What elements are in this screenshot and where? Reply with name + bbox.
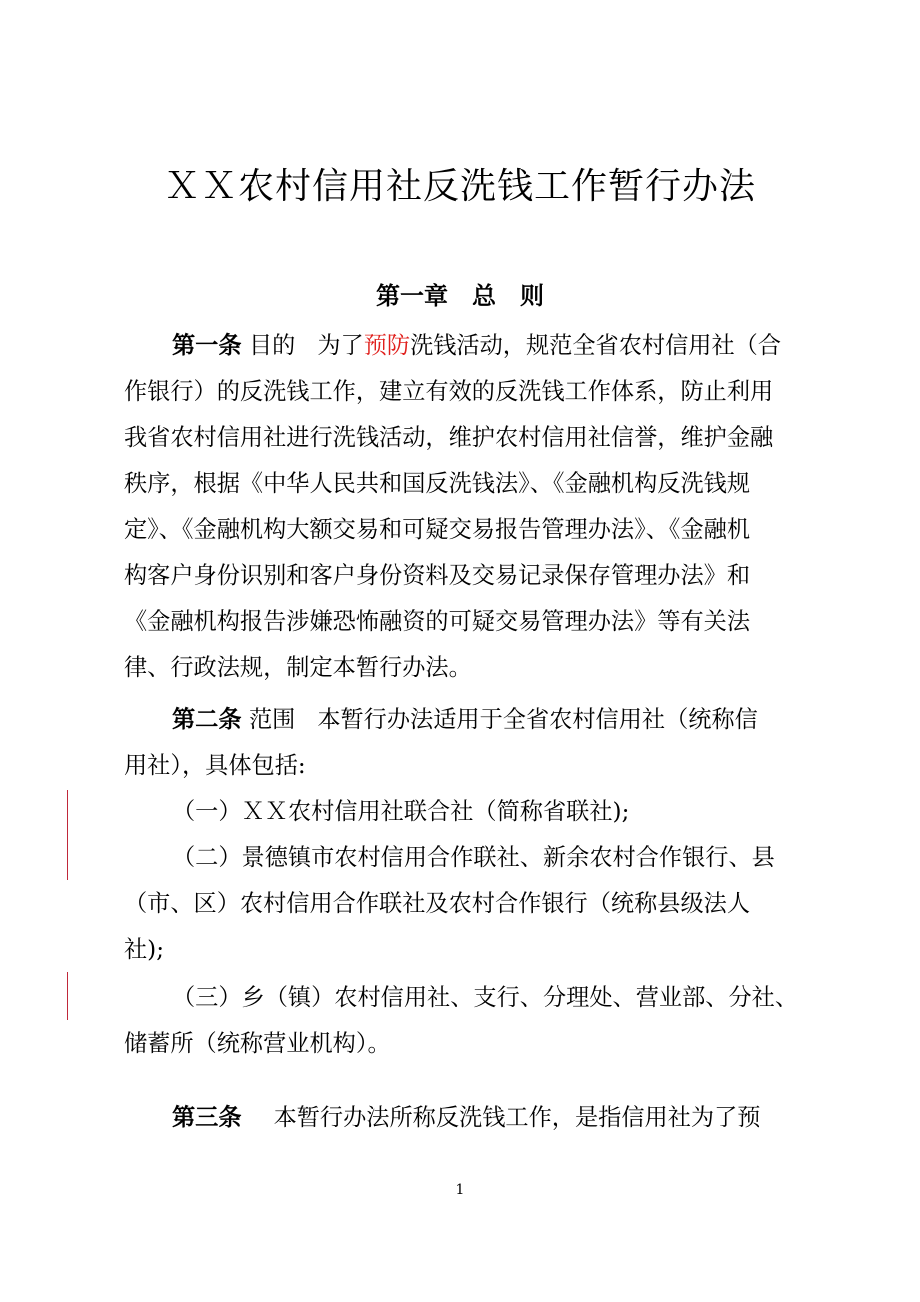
article1-line6: 构客户身份识别和客户身份资料及交易记录保存管理办法》和: [124, 562, 751, 589]
article2-line1-rest: 本暂行办法适用于全省农村信用社（统称信: [317, 706, 758, 733]
chapter-heading: 第一章 总 则: [376, 281, 544, 310]
article1-line5: 定》、《金融机构大额交易和可疑交易报告管理办法》、《金融机: [124, 516, 751, 543]
article2-line1: [172, 700, 824, 740]
article1-line8: 律、行政法规，制定本暂行办法。: [124, 654, 472, 681]
revision-margin-mark: [67, 790, 68, 880]
revision-margin-mark: [67, 972, 68, 1020]
article3-line1-rest: 本暂行办法所称反洗钱工作，是指信用社为了预: [273, 1104, 761, 1131]
article1-line4: 秩序，根据《中华人民共和国反洗钱法》、《金融机构反洗钱规: [124, 470, 751, 497]
article1-intro: 为了: [317, 332, 364, 359]
article1-line1-rest: 洗钱活动，规范全省农村信用社（合: [410, 332, 782, 359]
article2-item2-line1: （二）景德镇市农村信用合作联社、新余农村合作银行、县: [172, 844, 775, 871]
article3-label: 第三条: [172, 1104, 242, 1131]
article2-item3-line2: 储蓄所（统称营业机构）。: [124, 1030, 391, 1057]
article2-line2: 用社），具体包括:: [124, 752, 306, 779]
article2-item3-line1: （三）乡（镇）农村信用社、支行、分理处、营业部、分社、: [172, 984, 799, 1011]
document-title: ＸＸ农村信用社反洗钱工作暂行办法: [163, 166, 756, 207]
article1-line3: 我省农村信用社进行洗钱活动，维护农村信用社信誉，维护金融: [124, 424, 774, 451]
article1-line2: 作银行）的反洗钱工作，建立有效的反洗钱工作体系，防止利用: [124, 378, 774, 405]
article3-line1: [172, 1098, 824, 1138]
article1-line7: 《金融机构报告涉嫌恐怖融资的可疑交易管理办法》等有关法: [124, 608, 751, 635]
page-number: 1: [455, 1182, 465, 1198]
article2-label: 第二条: [172, 706, 242, 733]
article1-line1: [172, 326, 824, 366]
article2-item2-line3: 社);: [124, 936, 165, 963]
article2-item2-line2: （市、区）农村信用合作联社及农村合作银行（统称县级法人: [124, 890, 751, 917]
article1-heading: 目的: [248, 332, 296, 359]
article1-label: 第一条: [172, 332, 242, 359]
article1-highlight: 预防: [363, 332, 411, 359]
article2-item1: （一）ＸＸ农村信用社联合社（简称省联社);: [172, 798, 630, 825]
article2-heading: 范围: [248, 706, 296, 733]
